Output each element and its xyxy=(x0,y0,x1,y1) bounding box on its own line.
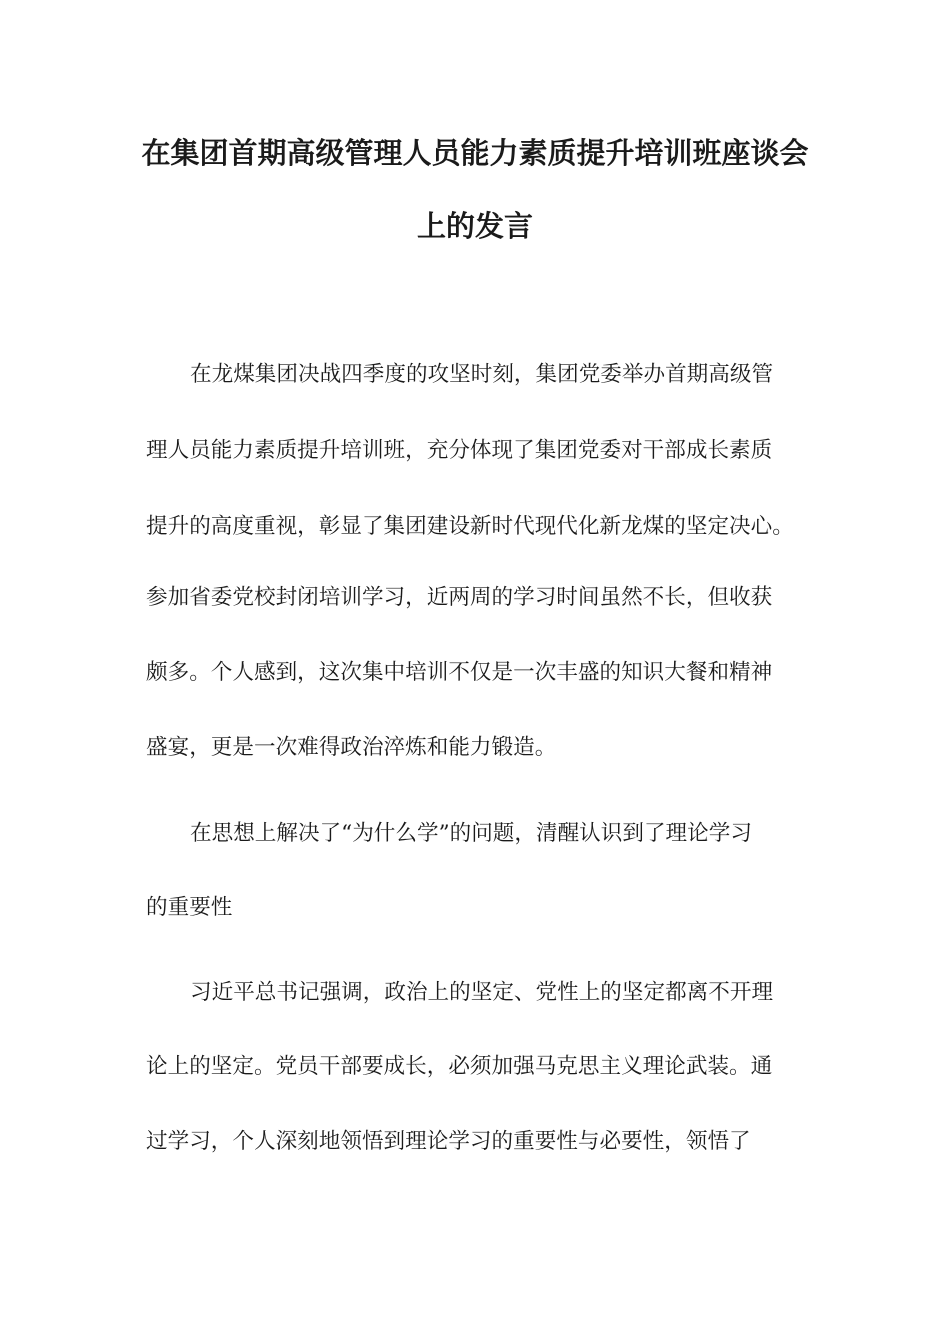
paragraph-1-line-5: 颇多。个人感到，这次集中培训不仅是一次丰盛的知识大餐和精神 xyxy=(146,660,773,685)
paragraph-1-line-6: 盛宴，更是一次难得政治淬炼和能力锻造。 xyxy=(146,735,557,760)
paragraph-2-line-1: 在思想上解决了“为什么学”的问题，清醒认识到了理论学习 xyxy=(190,821,752,846)
paragraph-3-line-1: 习近平总书记强调，政治上的坚定、党性上的坚定都离不开理 xyxy=(190,980,774,1005)
paragraph-1-line-1: 在龙煤集团决战四季度的攻坚时刻，集团党委举办首期高级管 xyxy=(190,362,774,387)
paragraph-1-line-3: 提升的高度重视，彰显了集团建设新时代现代化新龙煤的坚定决心。 xyxy=(146,514,794,539)
paragraph-1-line-2: 理人员能力素质提升培训班，充分体现了集团党委对干部成长素质 xyxy=(146,438,773,463)
paragraph-3-line-3: 过学习，个人深刻地领悟到理论学习的重要性与必要性，领悟了 xyxy=(146,1129,751,1154)
paragraph-1-line-4: 参加省委党校封闭培训学习，近两周的学习时间虽然不长，但收获 xyxy=(146,585,773,610)
document-title-line-2: 上的发言 xyxy=(416,209,533,243)
document-title-line-1: 在集团首期高级管理人员能力素质提升培训班座谈会 xyxy=(141,136,809,170)
paragraph-2-line-2: 的重要性 xyxy=(146,895,233,920)
paragraph-3-line-2: 论上的坚定。党员干部要成长，必须加强马克思主义理论武装。通 xyxy=(146,1054,773,1079)
